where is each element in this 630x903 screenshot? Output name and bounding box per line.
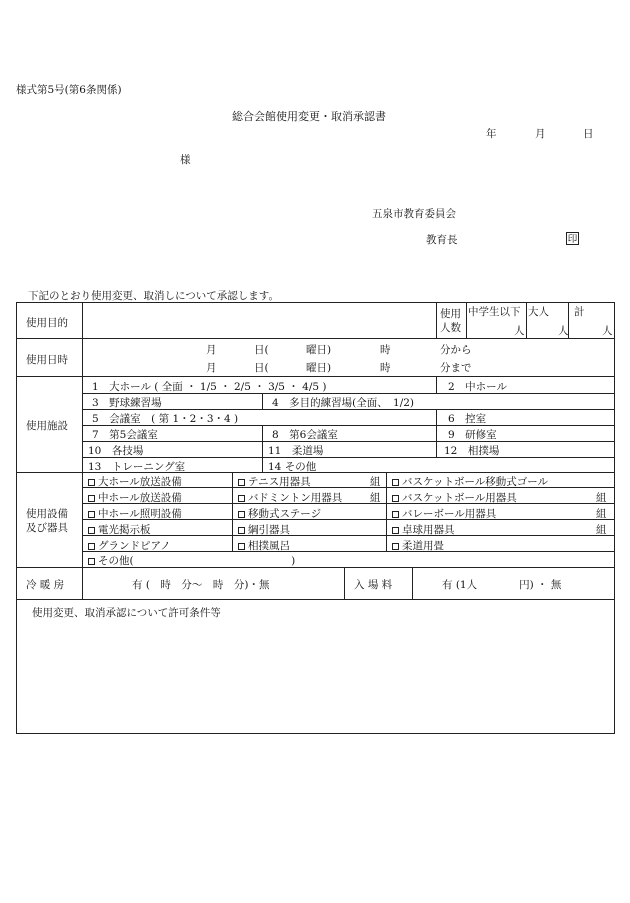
admission-label: 入 場 料: [354, 579, 393, 591]
conditions-label: 使用変更、取消承認について許可条件等: [32, 607, 221, 619]
equip-c3-row1[interactable]: [392, 474, 548, 489]
unit-basketball: 組: [596, 492, 607, 504]
form-number: 様式第5号(第6条関係): [16, 84, 122, 96]
equipment-label-2: 及び器具: [26, 522, 68, 534]
facility-3: 3 野球練習場: [92, 397, 162, 409]
facility-12: 12 相撲場: [444, 445, 500, 457]
equip-label: バドミントン用器具: [248, 492, 343, 504]
equip-label: テニス用器具: [248, 476, 311, 488]
purpose-label: 使用目的: [26, 317, 68, 329]
sub-row-divider: [82, 457, 615, 458]
equip-c3-row2[interactable]: [392, 490, 517, 505]
addressee-suffix: 様: [180, 154, 191, 166]
cell-divider: [344, 567, 345, 599]
unit-junior: 人: [514, 325, 525, 337]
equip-c3-row4[interactable]: [392, 522, 455, 537]
checkbox[interactable]: [392, 543, 399, 550]
headcount-label-1: 使用: [440, 308, 461, 320]
equip-label: その他( ): [98, 555, 296, 567]
equip-label: 柔道用畳: [402, 540, 444, 552]
equip-label: 移動式ステージ: [248, 508, 322, 520]
equip-c1-row4[interactable]: [88, 522, 151, 537]
admission-value: 有 (1人 円) ・ 無: [442, 579, 562, 591]
facility-11: 11 柔道場: [268, 445, 324, 457]
equip-label: バスケットボール移動式ゴール: [402, 476, 549, 488]
to-weekday: 曜日): [306, 362, 332, 374]
issuer-title: 教育長: [426, 234, 458, 246]
unit-adult: 人: [558, 325, 569, 337]
equipment-label-1: 使用設備: [26, 508, 68, 520]
cell-divider: [436, 409, 437, 457]
facility-1: 1 大ホール ( 全面 ・ 1/5 ・ 2/5 ・ 3/5 ・ 4/5 ): [92, 381, 327, 393]
checkbox[interactable]: [238, 495, 245, 502]
facility-14: 14 その他: [268, 461, 317, 473]
equip-c1-row1[interactable]: [88, 474, 182, 489]
to-hour: 時: [380, 362, 391, 374]
date-day: 日: [583, 128, 594, 140]
checkbox[interactable]: [392, 495, 399, 502]
cell-divider: [436, 302, 437, 338]
checkbox[interactable]: [238, 543, 245, 550]
cell-divider: [466, 302, 467, 338]
equip-label: バスケットボール用器具: [402, 492, 517, 504]
intro-text: 下記のとおり使用変更、取消しについて承認します。: [28, 290, 279, 302]
row-divider: [16, 599, 615, 600]
cell-divider: [262, 425, 263, 472]
date-year: 年: [486, 128, 497, 140]
from-minute: 分から: [440, 344, 472, 356]
aircon-value: 有 ( 時 分～ 時 分)・無: [132, 579, 270, 591]
row-divider: [16, 376, 615, 377]
equip-c3-row5[interactable]: [392, 538, 444, 553]
unit-tabletennis: 組: [596, 524, 607, 536]
equip-label: 中ホール照明設備: [98, 508, 182, 520]
equip-c2-row1[interactable]: [238, 474, 311, 489]
equip-c2-row4[interactable]: [238, 522, 290, 537]
checkbox[interactable]: [88, 543, 95, 550]
facility-7: 7 第5会議室: [92, 429, 158, 441]
equip-c2-row2[interactable]: [238, 490, 342, 505]
facility-5: 5 会議室 ( 第 1・2・3・4 ): [92, 413, 239, 425]
from-weekday: 曜日): [306, 344, 332, 356]
document-title: 総合会館使用変更・取消承認書: [232, 110, 386, 123]
label-column-divider: [82, 302, 83, 599]
headcount-label-2: 人数: [440, 322, 461, 334]
unit-total: 人: [602, 325, 613, 337]
equip-c1-row5[interactable]: [88, 538, 171, 553]
unit-badminton: 組: [370, 492, 381, 504]
row-divider: [16, 338, 615, 339]
checkbox[interactable]: [88, 479, 95, 486]
issuer-org: 五泉市教育委員会: [372, 208, 456, 220]
checkbox[interactable]: [88, 558, 95, 565]
aircon-label: 冷 暖 房: [26, 579, 65, 591]
sub-row-divider: [82, 535, 615, 536]
equip-label: バレーボール用器具: [402, 508, 497, 520]
col-junior: 中学生以下: [468, 306, 521, 318]
seal-mark: 印: [567, 234, 578, 245]
cell-divider: [232, 472, 233, 551]
to-minute: 分まで: [440, 362, 472, 374]
equip-label: 大ホール放送設備: [98, 476, 182, 488]
from-day: 日(: [254, 344, 269, 356]
equip-label: 電光掲示板: [98, 524, 151, 536]
equip-c1-row3[interactable]: [88, 506, 182, 521]
checkbox[interactable]: [88, 495, 95, 502]
equip-c2-row3[interactable]: [238, 506, 321, 521]
facilities-label: 使用施設: [26, 420, 68, 432]
from-month: 月: [206, 344, 217, 356]
equip-c2-row5[interactable]: [238, 538, 290, 553]
equip-c3-row3[interactable]: [392, 506, 496, 521]
checkbox[interactable]: [88, 527, 95, 534]
equip-other[interactable]: [88, 553, 295, 568]
unit-tennis: 組: [370, 476, 381, 488]
datetime-label: 使用日時: [26, 354, 68, 366]
checkbox[interactable]: [238, 511, 245, 518]
col-total: 計: [574, 306, 585, 318]
checkbox[interactable]: [392, 511, 399, 518]
cell-divider: [262, 393, 263, 409]
facility-2: 2 中ホール: [448, 381, 507, 393]
equip-c1-row2[interactable]: [88, 490, 182, 505]
checkbox[interactable]: [392, 479, 399, 486]
checkbox[interactable]: [238, 527, 245, 534]
sub-row-divider: [82, 441, 615, 442]
cell-divider: [412, 567, 413, 599]
from-hour: 時: [380, 344, 391, 356]
col-adult: 大人: [528, 306, 549, 318]
cell-divider: [526, 302, 527, 338]
facility-8: 8 第6会議室: [272, 429, 338, 441]
facility-10: 10 各技場: [88, 445, 144, 457]
equip-label: 卓球用器具: [402, 524, 455, 536]
checkbox[interactable]: [238, 479, 245, 486]
cell-divider: [436, 376, 437, 393]
equip-label: グランドピアノ: [98, 540, 171, 552]
checkbox[interactable]: [392, 527, 399, 534]
equip-label: 相撲風呂: [248, 540, 290, 552]
facility-6: 6 控室: [448, 413, 487, 425]
unit-volleyball: 組: [596, 508, 607, 520]
facility-13: 13 トレーニング室: [88, 461, 186, 473]
equip-label: 中ホール放送設備: [98, 492, 182, 504]
to-month: 月: [206, 362, 217, 374]
equip-label: 綱引器具: [248, 524, 290, 536]
checkbox[interactable]: [88, 511, 95, 518]
cell-divider: [386, 472, 387, 551]
date-month: 月: [535, 128, 546, 140]
facility-4: 4 多目的練習場(全面、 1/2): [272, 397, 415, 409]
facility-9: 9 研修室: [448, 429, 497, 441]
to-day: 日(: [254, 362, 269, 374]
